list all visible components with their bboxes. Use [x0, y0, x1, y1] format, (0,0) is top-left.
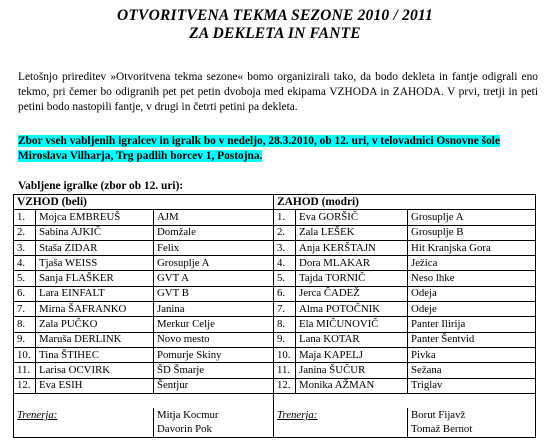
west-player-club: Triglav [408, 378, 536, 393]
west-player-number: 11. [274, 363, 296, 378]
table-row [14, 363, 536, 378]
east-player-club: Grosuplje A [154, 256, 274, 271]
east-player-name: Zala PUČKO [36, 317, 154, 332]
west-player-name: Lana KOTAR [296, 332, 408, 347]
west-player-name: Jerca ČADEŽ [296, 286, 408, 301]
east-player-club: Merkur Celje [154, 317, 274, 332]
west-player-number: 3. [274, 240, 296, 255]
west-player-number: 1. [274, 210, 296, 225]
east-player-club: GVT A [154, 271, 274, 286]
coach-label-west [274, 422, 408, 437]
east-player-name: Tina ŠTIHEC [36, 347, 154, 362]
east-player-number: 11. [14, 363, 36, 378]
west-player-club: Odeje [408, 302, 536, 317]
west-player-number: 10. [274, 347, 296, 362]
east-player-number: 2. [14, 225, 36, 240]
west-player-club: Grosuplje A [408, 210, 536, 225]
west-player-number: 8. [274, 317, 296, 332]
west-player-club: Sežana [408, 363, 536, 378]
east-player-number: 4. [14, 256, 36, 271]
west-player-name: Anja KERŠTAJN [296, 240, 408, 255]
team-east-label: VZHOD (beli) [14, 195, 274, 210]
coach-name-west: Borut Fijavž [408, 408, 536, 422]
east-player-number: 12. [14, 378, 36, 393]
west-player-name: Janina ŠUČUR [296, 363, 408, 378]
coach-label-east [14, 422, 154, 437]
spacer-cell-east [14, 393, 274, 408]
west-player-name: Monika AŽMAN [296, 378, 408, 393]
east-player-number: 9. [14, 332, 36, 347]
spacer-cell-west [274, 393, 536, 408]
west-player-number: 7. [274, 302, 296, 317]
west-player-club: Grosuplje B [408, 225, 536, 240]
roster-header-row [14, 195, 536, 210]
west-player-number: 5. [274, 271, 296, 286]
east-player-name: Larisa OCVIRK [36, 363, 154, 378]
east-player-club: AJM [154, 210, 274, 225]
west-player-club: Hit Kranjska Gora [408, 240, 536, 255]
east-player-club: Janina [154, 302, 274, 317]
west-player-club: Pivka [408, 347, 536, 362]
west-player-number: 4. [274, 256, 296, 271]
spacer-row [14, 393, 536, 408]
team-west-label: ZAHOD (modri) [274, 195, 536, 210]
west-player-club: Panter Šentvid [408, 332, 536, 347]
table-row [14, 256, 536, 271]
table-row [14, 210, 536, 225]
west-player-name: Zala LEŠEK [296, 225, 408, 240]
east-player-name: Mojca EMBREUŠ [36, 210, 154, 225]
table-row [14, 286, 536, 301]
roster-table [13, 194, 536, 438]
east-player-name: Maruša DERLINK [36, 332, 154, 347]
west-player-name: Maja KAPELJ [296, 347, 408, 362]
west-player-club: Ježica [408, 256, 536, 271]
announcement-paragraph [18, 134, 538, 164]
east-player-name: Eva ESIH [36, 378, 154, 393]
table-row [14, 332, 536, 347]
coach-name-west: Tomaž Bernot [408, 422, 536, 437]
table-row [14, 225, 536, 240]
west-player-number: 9. [274, 332, 296, 347]
table-row [14, 240, 536, 255]
table-row [14, 378, 536, 393]
announcement-text: Zbor vseh vabljenih igralcev in igralk bo v nedeljo, 28.3.2010, ob 12. uri, v telovadnici Osnovne šole Miroslava Vilharja, Trg padlih borcev 1, Postojna. [18, 135, 501, 162]
east-player-number: 8. [14, 317, 36, 332]
coach-row [14, 408, 536, 422]
coach-row [14, 422, 536, 437]
east-player-club: GVT B [154, 286, 274, 301]
invited-players-heading: Vabljene igralke (zbor ob 12. uri): [18, 180, 184, 192]
east-player-club: Felix [154, 240, 274, 255]
west-player-number: 2. [274, 225, 296, 240]
east-player-number: 1. [14, 210, 36, 225]
east-player-club: Domžale [154, 225, 274, 240]
east-player-name: Sabina AJKIČ [36, 225, 154, 240]
east-player-number: 6. [14, 286, 36, 301]
coach-name-east: Davorin Pok [154, 422, 274, 437]
east-player-number: 10. [14, 347, 36, 362]
coach-label-west: Trenerja: [274, 408, 408, 422]
west-player-club: Panter Ilirija [408, 317, 536, 332]
east-player-name: Tjaša WEISS [36, 256, 154, 271]
east-player-club: ŠD Šmarje [154, 363, 274, 378]
page-title: OTVORITVENA TEKMA SEZONE 2010 / 2011 [117, 7, 433, 24]
east-player-number: 5. [14, 271, 36, 286]
west-player-club: Neso lhke [408, 271, 536, 286]
page-subtitle: ZA DEKLETA IN FANTE [189, 25, 361, 42]
west-player-name: Dora MLAKAR [296, 256, 408, 271]
east-player-name: Mirna ŠAFRANKO [36, 302, 154, 317]
coach-label-east: Trenerja: [14, 408, 154, 422]
west-player-number: 12. [274, 378, 296, 393]
east-player-club: Pomurje Skiny [154, 347, 274, 362]
west-player-name: Ela MIČUNOVIČ [296, 317, 408, 332]
west-player-number: 6. [274, 286, 296, 301]
intro-paragraph: Letošnjo prireditev »Otvoritvena tekma sezone« bomo organizirali tako, da bodo dekleta in fantje odigrali eno tekmo, pri čemer bo odigranih pet pet petin dvoboja med ekipama VZHODA in ZAHODA. V prvi, tretji in peti petini bodo nastopili fantje, v drugi in četrti petini pa dekleta. [18, 71, 538, 113]
west-player-name: Alma POTOČNIK [296, 302, 408, 317]
east-player-number: 3. [14, 240, 36, 255]
west-player-club: Odeja [408, 286, 536, 301]
west-player-name: Eva GORŠIČ [296, 210, 408, 225]
east-player-name: Lara EINFALT [36, 286, 154, 301]
east-player-club: Šentjur [154, 378, 274, 393]
table-row [14, 347, 536, 362]
east-player-name: Staša ZIDAR [36, 240, 154, 255]
east-player-number: 7. [14, 302, 36, 317]
west-player-name: Tajda TORNIČ [296, 271, 408, 286]
table-row [14, 302, 536, 317]
coach-name-east: Mitja Kocmur [154, 408, 274, 422]
east-player-name: Sanja FLAŠKER [36, 271, 154, 286]
east-player-club: Novo mesto [154, 332, 274, 347]
table-row [14, 271, 536, 286]
table-row [14, 317, 536, 332]
